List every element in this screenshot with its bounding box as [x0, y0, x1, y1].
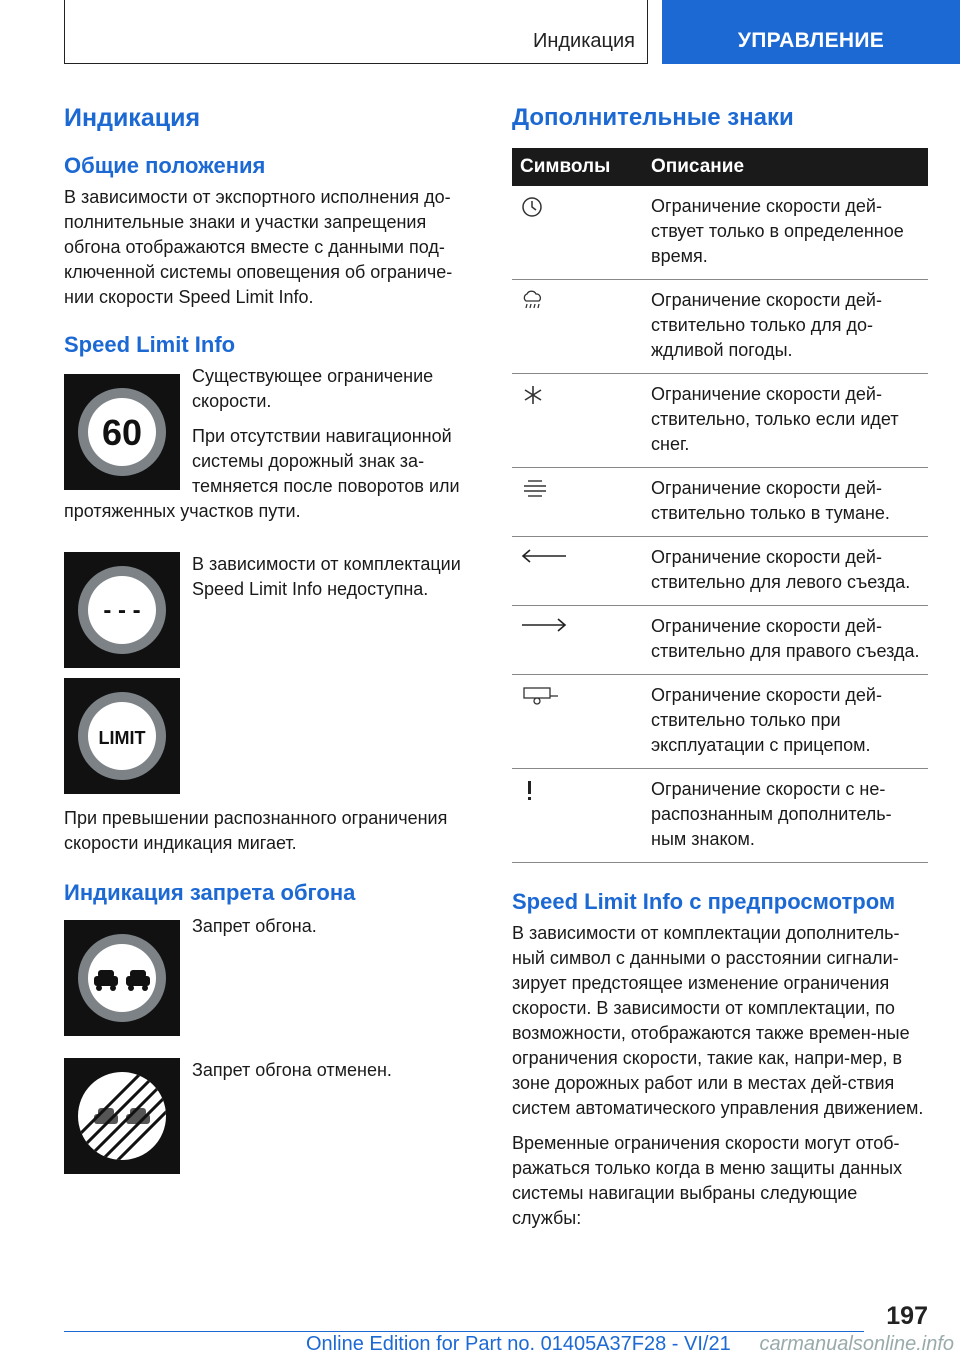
speed-sign-value: 60 — [101, 412, 143, 453]
additional-signs-heading: Дополнительные знаки — [512, 104, 794, 131]
footer-divider — [64, 1331, 864, 1332]
no-overtake-end-figure — [64, 1058, 180, 1174]
header-chapter-label: УПРАВЛЕНИЕ — [737, 29, 885, 52]
speed-sign-dashes-figure — [64, 552, 180, 668]
preview-text-1: В зависимости от комплектации дополнитель-ный символ с данными о расстоянии сигнали-зирует предстоящее изменение ограничения скорости. В зависимости от комплектации, по возможности, отображаются также времен-ные ограничения скорости, такие как, напри-мер, в зоне дорожных работ или в местах дей-ствия систем автоматического управления движением. — [512, 923, 924, 1118]
no-overtake-figure — [64, 920, 180, 1036]
symbol-cell — [512, 374, 643, 468]
clock-icon — [520, 196, 546, 218]
arrow-left-icon — [520, 547, 568, 565]
table-row — [512, 186, 928, 280]
table-row — [512, 675, 928, 769]
sli-heading: Speed Limit Info — [64, 332, 236, 357]
table-row — [512, 280, 928, 374]
table-row — [512, 769, 928, 863]
table-row — [512, 374, 928, 468]
speed-sign-60-figure — [64, 374, 180, 490]
description-cell: Ограничение скорости дей-ствительно только при эксплуатации с прицепом. — [643, 675, 928, 769]
sli-existing-text: Существующее ограничение скорости. — [192, 366, 434, 411]
page-title: Индикация — [64, 104, 201, 132]
symbol-cell — [512, 186, 643, 280]
description-cell: Ограничение скорости дей-ствительно для левого съезда. — [643, 537, 928, 606]
description-cell: Ограничение скорости дей-ствительно для правого съезда. — [643, 606, 928, 675]
symbol-cell — [512, 537, 643, 606]
no-overtake-end-icon — [76, 1070, 168, 1162]
no-overtake-text: Запрет обгона. — [192, 916, 317, 936]
header-section-title: Индикация — [532, 30, 635, 52]
table-header-row — [512, 148, 928, 186]
symbol-cell — [512, 280, 643, 374]
preview-text-2: Временные ограничения скорости могут отоб-ражаться только когда в меню защиты данных системы навигации выбраны следующие службы: — [512, 1133, 903, 1228]
description-cell: Ограничение скорости дей-ствительно только в тумане. — [643, 468, 928, 537]
description-cell: Ограничение скорости с не-распознанным дополнитель-ным знаком. — [643, 769, 928, 863]
footer-watermark: carmanualsonline.info — [759, 1333, 954, 1355]
table-header-description: Описание — [643, 148, 928, 186]
preview-heading: Speed Limit Info с предпросмотром — [512, 889, 896, 914]
limit-sign-figure — [64, 678, 180, 794]
sli-no-nav-text: При отсутствии навигационной системы дорожный знак за-темняется после поворотов или протяженных участков пути. — [64, 426, 460, 521]
header-chapter-tab — [662, 0, 960, 64]
snowflake-icon — [520, 384, 546, 406]
symbol-cell — [512, 606, 643, 675]
general-heading: Общие положения — [64, 153, 266, 178]
overtake-heading: Индикация запрета обгона — [64, 880, 356, 905]
table-row — [512, 468, 928, 537]
no-overtake-end-text: Запрет обгона отменен. — [192, 1060, 392, 1080]
symbol-cell — [512, 675, 643, 769]
description-cell: Ограничение скорости дей-ствует только в определенное время. — [643, 186, 928, 280]
unavailable-text: В зависимости от комплектации Speed Limit Info недоступна. — [192, 554, 461, 599]
rain-icon — [520, 290, 546, 312]
page-number: 197 — [886, 1302, 928, 1330]
general-text: В зависимости от экспортного исполнения до-полнительные знаки и участки запрещения обгона отображаются вместе с данными под-ключенной системы оповещения об ограниче-нии скорости Speed Limit Info. — [64, 187, 453, 307]
table-row — [512, 537, 928, 606]
speed-sign-60-icon — [76, 386, 168, 478]
symbol-cell — [512, 769, 643, 863]
additional-signs-table — [512, 148, 928, 863]
header-section-box — [64, 0, 648, 64]
description-cell: Ограничение скорости дей-ствительно только для до-ждливой погоды. — [643, 280, 928, 374]
blink-text: При превышении распознанного ограничения скорости индикация мигает. — [64, 808, 448, 853]
trailer-icon — [520, 685, 560, 707]
limit-sign-icon — [76, 690, 168, 782]
symbol-cell — [512, 468, 643, 537]
table-header-symbols: Символы — [512, 148, 643, 186]
table-row — [512, 606, 928, 675]
description-cell: Ограничение скорости дей-ствительно, только если идет снег. — [643, 374, 928, 468]
left-column — [64, 96, 478, 1180]
right-column — [512, 96, 928, 1241]
dash-sign-text: - - - — [103, 597, 141, 624]
exclamation-icon — [520, 779, 540, 803]
no-overtake-icon — [76, 932, 168, 1024]
speed-sign-dashes-icon — [76, 564, 168, 656]
footer-edition: Online Edition for Part no. 01405A37F28 - VI/21 — [306, 1333, 731, 1355]
fog-icon — [520, 478, 550, 500]
arrow-right-icon — [520, 616, 568, 634]
limit-sign-text: LIMIT — [98, 728, 146, 748]
